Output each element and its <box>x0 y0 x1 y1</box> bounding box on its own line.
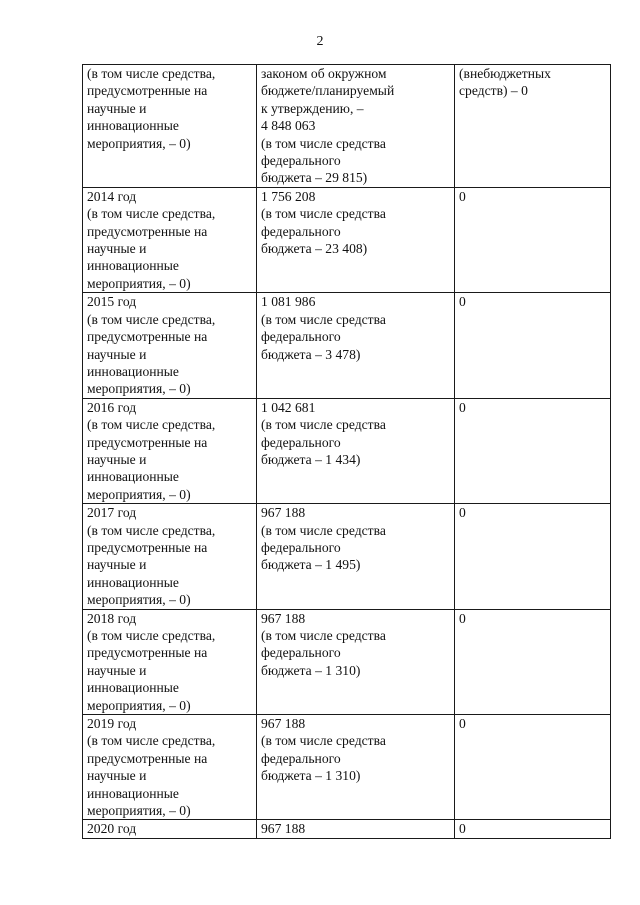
cell-text-line: 0 <box>459 399 466 415</box>
extrabudget-cell <box>455 504 611 609</box>
cell-text-line: мероприятия, – 0) <box>87 592 191 608</box>
extrabudget-cell <box>455 715 611 820</box>
cell-text-line: научные и <box>87 557 147 573</box>
cell-text-line: мероприятия, – 0) <box>87 275 191 291</box>
cell-text-line: предусмотренные на <box>87 434 208 450</box>
cell-text-line: предусмотренные на <box>87 750 208 766</box>
cell-text-line: (в том числе средства, <box>87 66 216 81</box>
cell-text-line: бюджета – 29 815) <box>261 170 368 186</box>
cell-text-line: мероприятия, – 0) <box>87 381 191 397</box>
cell-text-line: предусмотренные на <box>87 539 208 555</box>
page-number: 2 <box>316 34 324 49</box>
budget-table-body <box>83 65 611 839</box>
period-cell <box>83 65 257 188</box>
cell-text-line: федерального <box>261 539 341 555</box>
budget-amount-cell <box>257 715 455 820</box>
cell-text-line: (в том числе средства <box>261 417 386 433</box>
cell-text-line: инновационные <box>87 118 179 134</box>
cell-text-line: инновационные <box>87 469 179 485</box>
cell-text-line: (в том числе средства <box>261 733 386 749</box>
cell-text-line: 1 081 986 <box>261 294 316 310</box>
cell-text-line: предусмотренные на <box>87 645 208 661</box>
cell-text-line: (в том числе средства, <box>87 311 216 327</box>
cell-text-line: 0 <box>459 188 466 204</box>
cell-text-line: 2018 год <box>87 610 137 626</box>
cell-text-line: 4 848 063 <box>261 118 316 134</box>
budget-table <box>82 64 611 839</box>
cell-text-line: (в том числе средства <box>261 628 386 643</box>
cell-text-line: 1 042 681 <box>261 399 316 415</box>
cell-text-line: (в том числе средства <box>261 206 386 222</box>
budget-amount-cell <box>257 504 455 609</box>
cell-text-line: мероприятия, – 0) <box>87 486 191 502</box>
period-cell <box>83 293 257 398</box>
cell-text-line: бюджета – 1 310) <box>261 662 361 678</box>
cell-text-line: 2014 год <box>87 188 137 204</box>
cell-text-line: (внебюджетных <box>459 66 551 81</box>
period-cell <box>83 820 257 838</box>
extrabudget-cell <box>455 187 611 292</box>
cell-text-line: (в том числе средства <box>261 135 386 151</box>
budget-amount-cell <box>257 293 455 398</box>
cell-text-line: инновационные <box>87 680 179 696</box>
cell-text-line: предусмотренные на <box>87 223 208 239</box>
cell-text-line: 0 <box>459 821 466 837</box>
cell-text-line: 0 <box>459 294 466 310</box>
table-row <box>83 820 611 838</box>
table-row <box>83 715 611 820</box>
cell-text-line: 967 188 <box>261 505 306 521</box>
cell-text-line: научные и <box>87 346 147 362</box>
cell-text-line: научные и <box>87 451 147 467</box>
budget-amount-cell <box>257 187 455 292</box>
cell-text-line: 1 756 208 <box>261 188 316 204</box>
cell-text-line: 967 188 <box>261 716 306 732</box>
cell-text-line: 2020 год <box>87 821 137 837</box>
cell-text-line: инновационные <box>87 785 179 801</box>
period-cell <box>83 715 257 820</box>
cell-text-line: федерального <box>261 645 341 661</box>
cell-text-line: научные и <box>87 100 147 116</box>
cell-text-line: инновационные <box>87 574 179 590</box>
cell-text-line: предусмотренные на <box>87 329 208 345</box>
budget-amount-cell <box>257 65 455 188</box>
table-row <box>83 609 611 714</box>
cell-text-line: средств) – 0 <box>459 83 528 99</box>
cell-text-line: бюджета – 3 478) <box>261 346 361 362</box>
cell-text-line: федерального <box>261 153 341 169</box>
cell-text-line: инновационные <box>87 258 179 274</box>
cell-text-line: федерального <box>261 329 341 345</box>
cell-text-line: 2016 год <box>87 399 137 415</box>
cell-text-line: законом об окружном <box>261 66 387 81</box>
cell-text-line: научные и <box>87 241 147 257</box>
table-row <box>83 504 611 609</box>
cell-text-line: бюджета – 1 434) <box>261 451 361 467</box>
table-row <box>83 65 611 188</box>
cell-text-line: федерального <box>261 750 341 766</box>
cell-text-line: федерального <box>261 434 341 450</box>
extrabudget-cell <box>455 609 611 714</box>
period-cell <box>83 398 257 503</box>
cell-text-line: бюджета – 1 495) <box>261 557 361 573</box>
cell-text-line: (в том числе средства, <box>87 522 216 538</box>
cell-text-line: (в том числе средства <box>261 522 386 538</box>
cell-text-line: бюджета – 1 310) <box>261 768 361 784</box>
cell-text-line: 967 188 <box>261 821 306 837</box>
cell-text-line: предусмотренные на <box>87 83 208 99</box>
cell-text-line: бюджете/планируемый <box>261 83 395 99</box>
period-cell <box>83 187 257 292</box>
cell-text-line: инновационные <box>87 363 179 379</box>
cell-text-line: (в том числе средства <box>261 311 386 327</box>
cell-text-line: (в том числе средства, <box>87 628 216 643</box>
cell-text-line: 0 <box>459 505 466 521</box>
cell-text-line: 2017 год <box>87 505 137 521</box>
period-cell <box>83 609 257 714</box>
cell-text-line: научные и <box>87 662 147 678</box>
cell-text-line: 967 188 <box>261 610 306 626</box>
cell-text-line: (в том числе средства, <box>87 733 216 749</box>
extrabudget-cell <box>455 820 611 838</box>
cell-text-line: федерального <box>261 223 341 239</box>
cell-text-line: 0 <box>459 716 466 732</box>
table-row <box>83 398 611 503</box>
table-row <box>83 187 611 292</box>
cell-text-line: (в том числе средства, <box>87 417 216 433</box>
cell-text-line: (в том числе средства, <box>87 206 216 222</box>
budget-amount-cell <box>257 609 455 714</box>
cell-text-line: 2019 год <box>87 716 137 732</box>
cell-text-line: мероприятия, – 0) <box>87 135 191 151</box>
cell-text-line: научные и <box>87 768 147 784</box>
extrabudget-cell <box>455 65 611 188</box>
budget-amount-cell <box>257 398 455 503</box>
extrabudget-cell <box>455 293 611 398</box>
cell-text-line: к утверждению, – <box>261 100 364 116</box>
cell-text-line: мероприятия, – 0) <box>87 697 191 713</box>
cell-text-line: мероприятия, – 0) <box>87 803 191 819</box>
extrabudget-cell <box>455 398 611 503</box>
cell-text-line: 0 <box>459 610 466 626</box>
table-row <box>83 293 611 398</box>
cell-text-line: 2015 год <box>87 294 137 310</box>
budget-amount-cell <box>257 820 455 838</box>
cell-text-line: бюджета – 23 408) <box>261 241 368 257</box>
period-cell <box>83 504 257 609</box>
